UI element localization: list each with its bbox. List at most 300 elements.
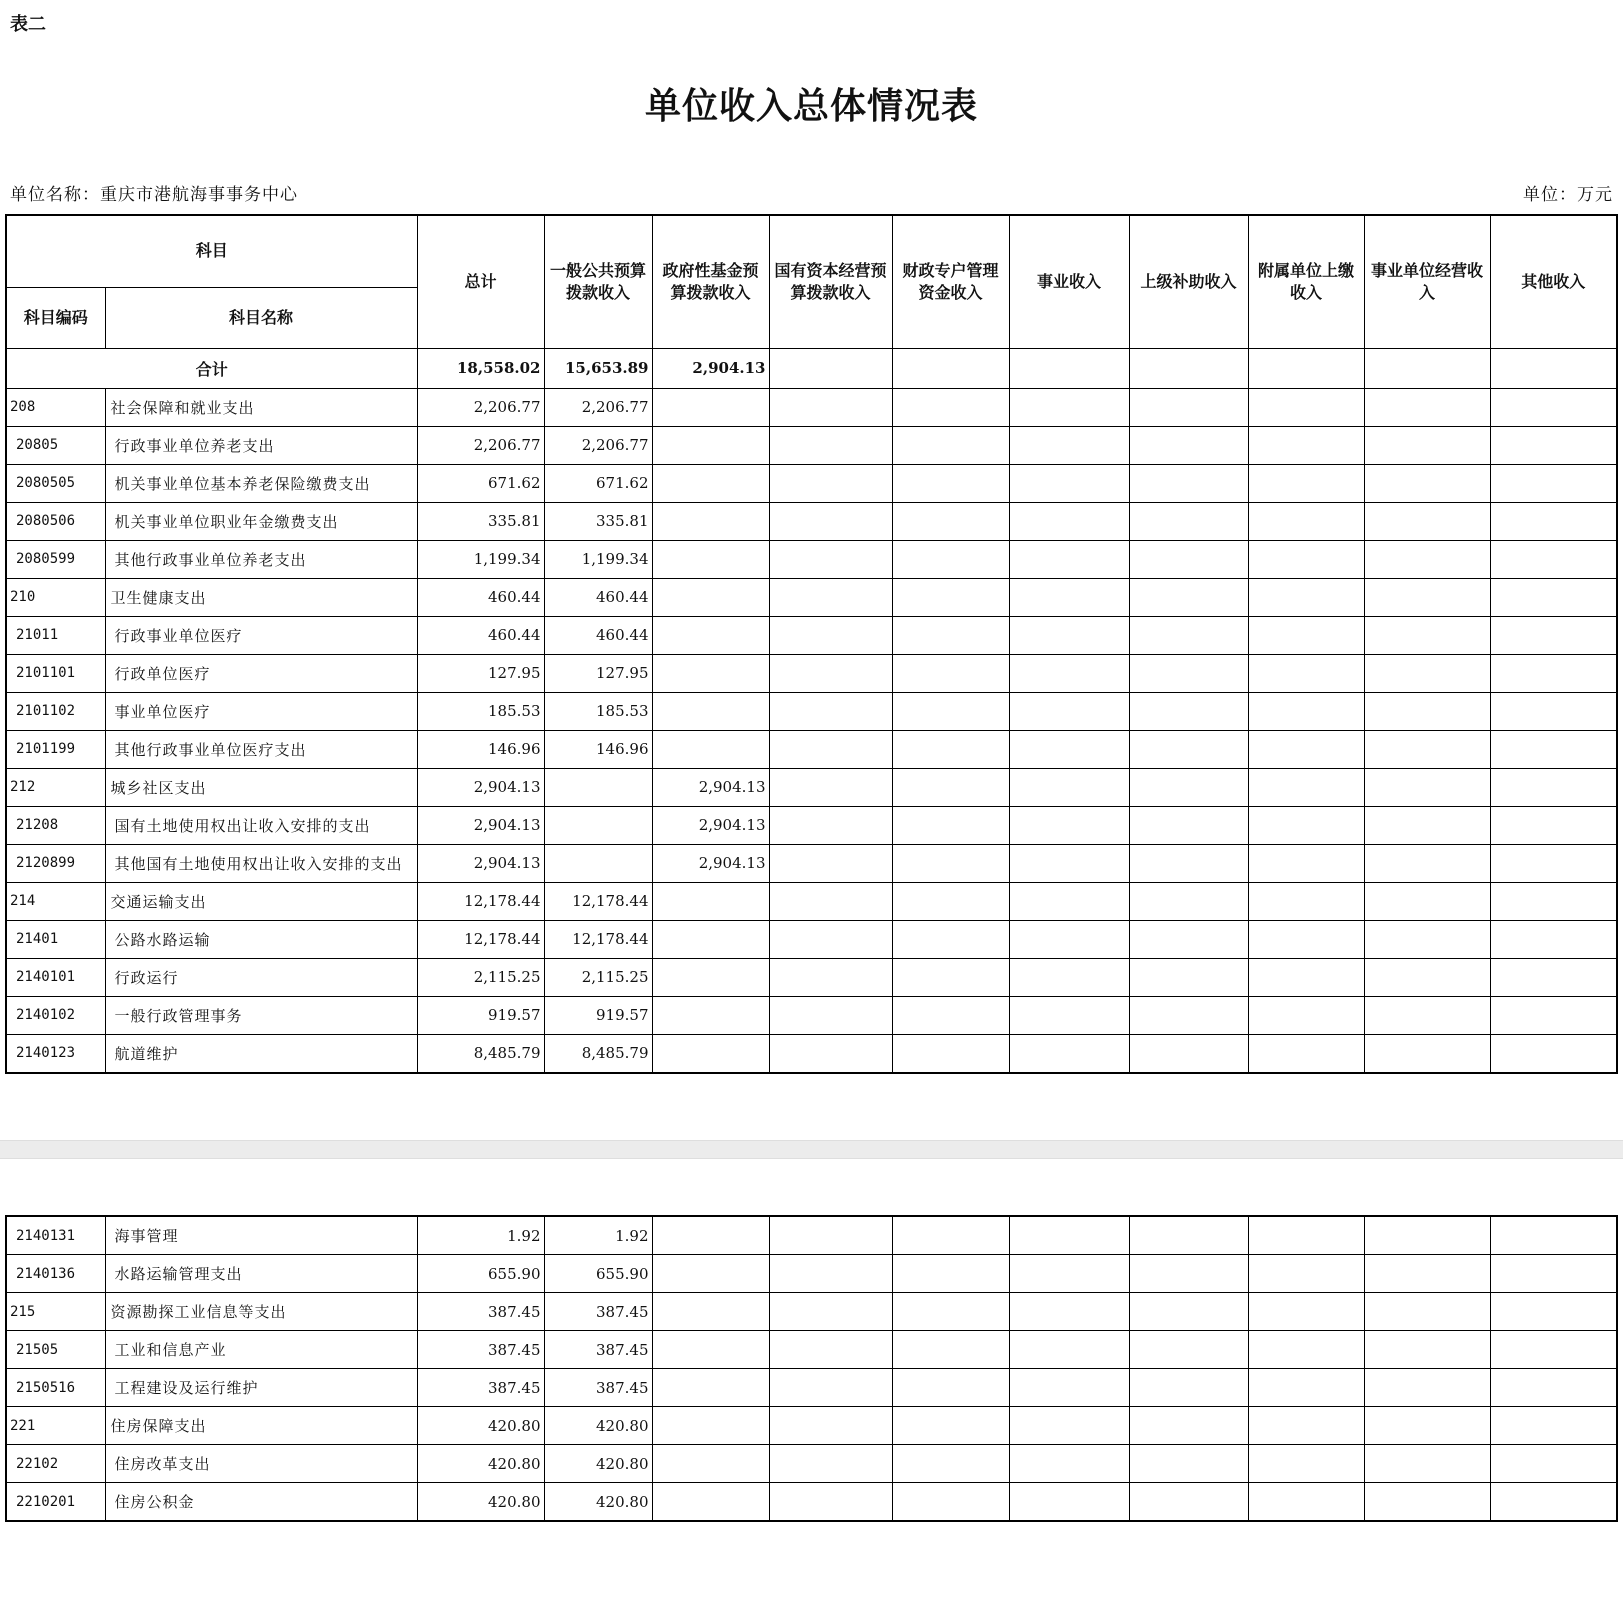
subject-code: 2140123 <box>6 1034 105 1073</box>
empty-cell <box>1490 464 1617 502</box>
empty-cell <box>769 920 892 958</box>
subject-name: 航道维护 <box>105 1034 417 1073</box>
income-table <box>5 214 1618 1074</box>
value-total: 2,206.77 <box>417 426 544 464</box>
empty-cell <box>1490 920 1617 958</box>
page-label: 表二 <box>10 14 46 35</box>
value-general-budget: 12,178.44 <box>544 920 652 958</box>
table-row <box>6 1407 1617 1445</box>
table-row <box>6 1445 1617 1483</box>
empty-cell <box>1129 844 1248 882</box>
empty-cell <box>1009 1369 1129 1407</box>
empty-cell <box>1009 1293 1129 1331</box>
empty-cell <box>1129 1331 1248 1369</box>
empty-cell <box>1129 1034 1248 1073</box>
empty-cell <box>1009 578 1129 616</box>
empty-cell <box>1248 1255 1364 1293</box>
empty-cell <box>1490 1369 1617 1407</box>
empty-cell <box>769 996 892 1034</box>
subject-name: 其他行政事业单位养老支出 <box>105 540 417 578</box>
empty-cell <box>892 1331 1009 1369</box>
subject-code: 215 <box>6 1293 105 1331</box>
empty-cell <box>1364 426 1490 464</box>
subject-name: 城乡社区支出 <box>105 768 417 806</box>
document-title: 单位收入总体情况表 <box>644 85 978 127</box>
empty-cell <box>1364 958 1490 996</box>
value-general-budget: 12,178.44 <box>544 882 652 920</box>
value-total: 185.53 <box>417 692 544 730</box>
value-general-budget: 2,206.77 <box>544 426 652 464</box>
empty-cell <box>1129 578 1248 616</box>
empty-cell <box>892 540 1009 578</box>
value-general-budget: 8,485.79 <box>544 1034 652 1073</box>
table-row <box>6 1293 1617 1331</box>
empty-cell <box>1009 1483 1129 1522</box>
subject-code: 214 <box>6 882 105 920</box>
header-subject: 科目 <box>6 215 417 287</box>
subject-code: 22102 <box>6 1445 105 1483</box>
empty-cell <box>1490 578 1617 616</box>
subject-code: 21401 <box>6 920 105 958</box>
value-general-budget: 387.45 <box>544 1369 652 1407</box>
empty-cell <box>892 1034 1009 1073</box>
empty-cell <box>1009 958 1129 996</box>
value-gov-fund <box>652 958 769 996</box>
value-total: 655.90 <box>417 1255 544 1293</box>
empty-cell <box>1490 388 1617 426</box>
value-total: 2,904.13 <box>417 806 544 844</box>
empty-cell <box>1490 1407 1617 1445</box>
empty-cell <box>1364 348 1490 388</box>
empty-cell <box>1129 502 1248 540</box>
value-general-budget: 335.81 <box>544 502 652 540</box>
empty-cell <box>1490 1331 1617 1369</box>
table-row <box>6 882 1617 920</box>
value-general-budget: 460.44 <box>544 616 652 654</box>
subject-code: 212 <box>6 768 105 806</box>
subject-name: 行政事业单位医疗 <box>105 616 417 654</box>
subject-name: 其他行政事业单位医疗支出 <box>105 730 417 768</box>
value-gov-fund: 2,904.13 <box>652 806 769 844</box>
empty-cell <box>1364 1216 1490 1255</box>
value-general-budget: 919.57 <box>544 996 652 1034</box>
empty-cell <box>769 348 892 388</box>
value-gov-fund <box>652 1407 769 1445</box>
value-gov-fund <box>652 540 769 578</box>
empty-cell <box>1248 1293 1364 1331</box>
value-gov-fund: 2,904.13 <box>652 768 769 806</box>
subject-name: 水路运输管理支出 <box>105 1255 417 1293</box>
table-row <box>6 806 1617 844</box>
empty-cell <box>892 616 1009 654</box>
empty-cell <box>892 692 1009 730</box>
empty-cell <box>1490 1255 1617 1293</box>
value-gov-fund <box>652 996 769 1034</box>
empty-cell <box>1129 920 1248 958</box>
empty-cell <box>1009 1255 1129 1293</box>
empty-cell <box>1248 616 1364 654</box>
empty-cell <box>769 540 892 578</box>
empty-cell <box>892 958 1009 996</box>
subject-name: 住房改革支出 <box>105 1445 417 1483</box>
table-row <box>6 692 1617 730</box>
value-gov-fund <box>652 1293 769 1331</box>
empty-cell <box>892 654 1009 692</box>
empty-cell <box>1248 426 1364 464</box>
empty-cell <box>1248 1369 1364 1407</box>
value-total: 2,115.25 <box>417 958 544 996</box>
empty-cell <box>1248 996 1364 1034</box>
value-total: 671.62 <box>417 464 544 502</box>
empty-cell <box>769 464 892 502</box>
table-row <box>6 996 1617 1034</box>
value-general-budget: 146.96 <box>544 730 652 768</box>
empty-cell <box>769 426 892 464</box>
table-row <box>6 388 1617 426</box>
value-gov-fund <box>652 1331 769 1369</box>
value-general-budget: 127.95 <box>544 654 652 692</box>
empty-cell <box>1490 996 1617 1034</box>
header-gov-fund: 政府性基金预算拨款收入 <box>652 215 769 348</box>
empty-cell <box>1129 1445 1248 1483</box>
empty-cell <box>769 1331 892 1369</box>
empty-cell <box>1490 882 1617 920</box>
empty-cell <box>1009 464 1129 502</box>
table-row <box>6 730 1617 768</box>
value-general-budget: 671.62 <box>544 464 652 502</box>
empty-cell <box>1490 616 1617 654</box>
empty-cell <box>1009 1034 1129 1073</box>
empty-cell <box>1490 730 1617 768</box>
unit-name: 单位名称：重庆市港航海事事务中心 <box>10 185 298 205</box>
subject-code: 21505 <box>6 1331 105 1369</box>
empty-cell <box>892 806 1009 844</box>
subject-code: 2101102 <box>6 692 105 730</box>
empty-cell <box>769 1255 892 1293</box>
subject-code: 2120899 <box>6 844 105 882</box>
empty-cell <box>1129 1216 1248 1255</box>
empty-cell <box>1364 502 1490 540</box>
table-row <box>6 578 1617 616</box>
empty-cell <box>892 920 1009 958</box>
value-total: 12,178.44 <box>417 882 544 920</box>
value-general-budget <box>544 806 652 844</box>
subject-code: 2150516 <box>6 1369 105 1407</box>
empty-cell <box>1490 1445 1617 1483</box>
summary-row <box>6 348 1617 388</box>
value-total: 420.80 <box>417 1445 544 1483</box>
header-state-capital: 国有资本经营预算拨款收入 <box>769 215 892 348</box>
value-general-budget: 420.80 <box>544 1407 652 1445</box>
empty-cell <box>769 616 892 654</box>
empty-cell <box>1364 730 1490 768</box>
empty-cell <box>1248 502 1364 540</box>
empty-cell <box>1009 1407 1129 1445</box>
subject-name: 住房保障支出 <box>105 1407 417 1445</box>
value-total: 2,904.13 <box>417 768 544 806</box>
empty-cell <box>1129 464 1248 502</box>
subject-name: 工业和信息产业 <box>105 1331 417 1369</box>
empty-cell <box>1009 1331 1129 1369</box>
subject-code: 2140131 <box>6 1216 105 1255</box>
empty-cell <box>769 844 892 882</box>
empty-cell <box>1248 654 1364 692</box>
value-total: 127.95 <box>417 654 544 692</box>
empty-cell <box>1129 730 1248 768</box>
value-total: 1.92 <box>417 1216 544 1255</box>
empty-cell <box>1129 426 1248 464</box>
empty-cell <box>1490 1216 1617 1255</box>
subject-code: 210 <box>6 578 105 616</box>
value-total: 146.96 <box>417 730 544 768</box>
value-total: 919.57 <box>417 996 544 1034</box>
subject-name: 行政事业单位养老支出 <box>105 426 417 464</box>
header-business-operation: 事业单位经营收入 <box>1364 215 1490 348</box>
empty-cell <box>892 1216 1009 1255</box>
value-total: 420.80 <box>417 1407 544 1445</box>
empty-cell <box>1129 348 1248 388</box>
empty-cell <box>1490 692 1617 730</box>
empty-cell <box>1364 844 1490 882</box>
value-gov-fund <box>652 616 769 654</box>
empty-cell <box>1364 996 1490 1034</box>
empty-cell <box>892 464 1009 502</box>
empty-cell <box>1248 1407 1364 1445</box>
subject-name: 海事管理 <box>105 1216 417 1255</box>
empty-cell <box>1490 958 1617 996</box>
empty-cell <box>892 844 1009 882</box>
table-row <box>6 1034 1617 1073</box>
value-gov-fund <box>652 1255 769 1293</box>
empty-cell <box>1490 502 1617 540</box>
summary-total: 18,558.02 <box>417 348 544 388</box>
empty-cell <box>1009 1216 1129 1255</box>
summary-label: 合计 <box>6 348 417 388</box>
empty-cell <box>1248 692 1364 730</box>
empty-cell <box>1009 1445 1129 1483</box>
empty-cell <box>1129 692 1248 730</box>
unit-measure: 单位：万元 <box>1523 185 1613 205</box>
empty-cell <box>1248 730 1364 768</box>
table-row <box>6 1216 1617 1255</box>
empty-cell <box>1364 692 1490 730</box>
page-break <box>0 1140 1623 1159</box>
empty-cell <box>1009 654 1129 692</box>
value-gov-fund <box>652 1369 769 1407</box>
value-total: 387.45 <box>417 1293 544 1331</box>
value-general-budget: 1,199.34 <box>544 540 652 578</box>
empty-cell <box>1364 1293 1490 1331</box>
empty-cell <box>1009 426 1129 464</box>
empty-cell <box>1364 654 1490 692</box>
subject-name: 机关事业单位职业年金缴费支出 <box>105 502 417 540</box>
empty-cell <box>1129 654 1248 692</box>
empty-cell <box>1248 1483 1364 1522</box>
subject-name: 其他国有土地使用权出让收入安排的支出 <box>105 844 417 882</box>
empty-cell <box>1490 1483 1617 1522</box>
empty-cell <box>1248 920 1364 958</box>
value-general-budget: 420.80 <box>544 1483 652 1522</box>
empty-cell <box>892 1483 1009 1522</box>
table-row <box>6 920 1617 958</box>
empty-cell <box>1129 388 1248 426</box>
empty-cell <box>1364 1034 1490 1073</box>
header-affiliated-income: 附属单位上缴收入 <box>1248 215 1364 348</box>
empty-cell <box>1009 730 1129 768</box>
subject-name: 社会保障和就业支出 <box>105 388 417 426</box>
header-business-income: 事业收入 <box>1009 215 1129 348</box>
empty-cell <box>769 1216 892 1255</box>
empty-cell <box>1364 540 1490 578</box>
empty-cell <box>1129 1483 1248 1522</box>
empty-cell <box>769 1293 892 1331</box>
subject-name: 事业单位医疗 <box>105 692 417 730</box>
value-general-budget <box>544 844 652 882</box>
subject-code: 2080506 <box>6 502 105 540</box>
subject-name: 交通运输支出 <box>105 882 417 920</box>
empty-cell <box>892 502 1009 540</box>
empty-cell <box>1364 768 1490 806</box>
value-general-budget: 387.45 <box>544 1331 652 1369</box>
header-other-income: 其他收入 <box>1490 215 1617 348</box>
subject-code: 2210201 <box>6 1483 105 1522</box>
header-superior-subsidy: 上级补助收入 <box>1129 215 1248 348</box>
empty-cell <box>892 348 1009 388</box>
empty-cell <box>892 388 1009 426</box>
empty-cell <box>769 882 892 920</box>
table-row <box>6 1369 1617 1407</box>
empty-cell <box>1248 882 1364 920</box>
subject-name: 机关事业单位基本养老保险缴费支出 <box>105 464 417 502</box>
empty-cell <box>892 1445 1009 1483</box>
empty-cell <box>1129 1293 1248 1331</box>
empty-cell <box>1009 692 1129 730</box>
table-row <box>6 958 1617 996</box>
subject-name: 工程建设及运行维护 <box>105 1369 417 1407</box>
empty-cell <box>769 768 892 806</box>
empty-cell <box>769 1369 892 1407</box>
value-gov-fund <box>652 1445 769 1483</box>
summary-general-budget: 15,653.89 <box>544 348 652 388</box>
subject-name: 公路水路运输 <box>105 920 417 958</box>
empty-cell <box>1248 578 1364 616</box>
table-row <box>6 768 1617 806</box>
value-general-budget: 185.53 <box>544 692 652 730</box>
empty-cell <box>1364 1483 1490 1522</box>
empty-cell <box>1129 806 1248 844</box>
value-gov-fund <box>652 882 769 920</box>
empty-cell <box>1364 464 1490 502</box>
value-total: 387.45 <box>417 1331 544 1369</box>
value-general-budget: 460.44 <box>544 578 652 616</box>
table-row <box>6 616 1617 654</box>
empty-cell <box>1009 996 1129 1034</box>
empty-cell <box>769 806 892 844</box>
table-row <box>6 464 1617 502</box>
empty-cell <box>1248 1445 1364 1483</box>
value-general-budget: 2,206.77 <box>544 388 652 426</box>
header-code: 科目编码 <box>6 287 105 348</box>
value-total: 1,199.34 <box>417 540 544 578</box>
empty-cell <box>1364 1407 1490 1445</box>
subject-code: 2101101 <box>6 654 105 692</box>
value-gov-fund <box>652 388 769 426</box>
header-general-budget: 一般公共预算拨款收入 <box>544 215 652 348</box>
empty-cell <box>1248 1331 1364 1369</box>
value-gov-fund <box>652 426 769 464</box>
table-row <box>6 1483 1617 1522</box>
empty-cell <box>1364 1331 1490 1369</box>
empty-cell <box>769 958 892 996</box>
table-row <box>6 502 1617 540</box>
subject-code: 21011 <box>6 616 105 654</box>
table-row <box>6 844 1617 882</box>
empty-cell <box>892 730 1009 768</box>
subject-name: 国有土地使用权出让收入安排的支出 <box>105 806 417 844</box>
empty-cell <box>1009 806 1129 844</box>
subject-code: 2140136 <box>6 1255 105 1293</box>
empty-cell <box>1364 1445 1490 1483</box>
empty-cell <box>1009 882 1129 920</box>
empty-cell <box>769 654 892 692</box>
empty-cell <box>1009 844 1129 882</box>
empty-cell <box>1490 806 1617 844</box>
value-general-budget: 655.90 <box>544 1255 652 1293</box>
value-gov-fund <box>652 654 769 692</box>
value-total: 460.44 <box>417 616 544 654</box>
subject-name: 行政单位医疗 <box>105 654 417 692</box>
empty-cell <box>1364 1369 1490 1407</box>
value-general-budget: 1.92 <box>544 1216 652 1255</box>
table-row <box>6 1255 1617 1293</box>
empty-cell <box>1009 388 1129 426</box>
empty-cell <box>1248 958 1364 996</box>
value-general-budget: 387.45 <box>544 1293 652 1331</box>
empty-cell <box>769 1034 892 1073</box>
empty-cell <box>1129 1407 1248 1445</box>
header-name: 科目名称 <box>105 287 417 348</box>
empty-cell <box>769 1483 892 1522</box>
value-gov-fund <box>652 464 769 502</box>
subject-code: 20805 <box>6 426 105 464</box>
empty-cell <box>1364 806 1490 844</box>
empty-cell <box>1364 920 1490 958</box>
subject-name: 资源勘探工业信息等支出 <box>105 1293 417 1331</box>
subject-name: 一般行政管理事务 <box>105 996 417 1034</box>
empty-cell <box>769 502 892 540</box>
subject-code: 2140102 <box>6 996 105 1034</box>
empty-cell <box>1490 768 1617 806</box>
value-total: 335.81 <box>417 502 544 540</box>
empty-cell <box>1129 540 1248 578</box>
empty-cell <box>1364 616 1490 654</box>
empty-cell <box>1129 882 1248 920</box>
empty-cell <box>1129 996 1248 1034</box>
subject-code: 2140101 <box>6 958 105 996</box>
empty-cell <box>1009 768 1129 806</box>
value-gov-fund <box>652 692 769 730</box>
empty-cell <box>892 1407 1009 1445</box>
table-row <box>6 540 1617 578</box>
empty-cell <box>1129 958 1248 996</box>
value-gov-fund <box>652 1034 769 1073</box>
empty-cell <box>1009 616 1129 654</box>
value-total: 387.45 <box>417 1369 544 1407</box>
subject-name: 行政运行 <box>105 958 417 996</box>
empty-cell <box>769 1407 892 1445</box>
value-gov-fund <box>652 730 769 768</box>
value-total: 2,206.77 <box>417 388 544 426</box>
